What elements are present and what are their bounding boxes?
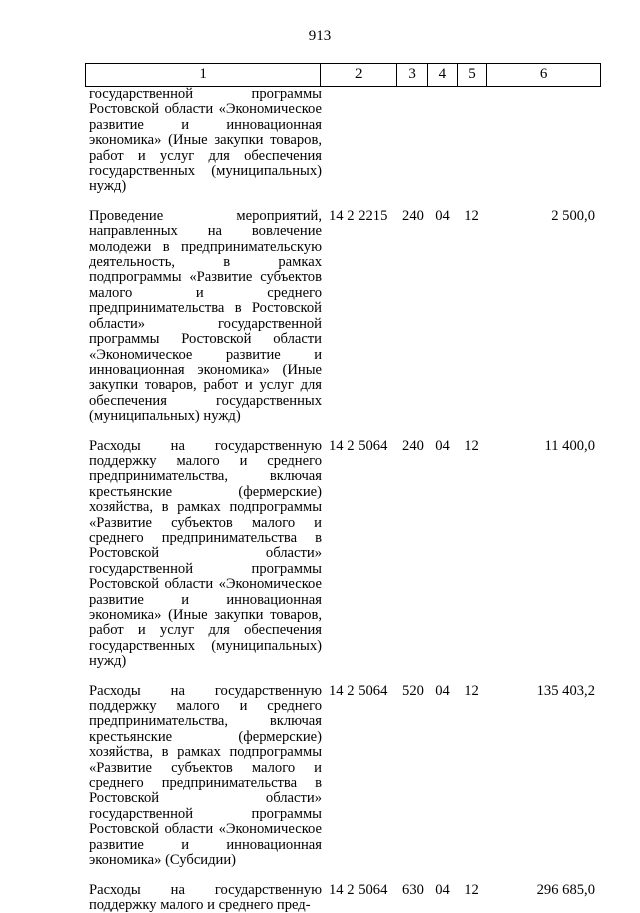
row-description: Расходы на государственную поддержку малого и среднего предпринимательства, включая крестьянские (фермерские) хозяйства, в рамках подпрограммы «Развитие субъектов малого и среднего предпринимательства в Ростовской области» государственной программы Ростовской области «Экономическое развитие и инновационная экономика» (Иные закупки товаров, работ и услуг для обеспечения государственных (муниципальных) нужд): [85, 439, 322, 670]
row-description: государственной программы Ростовской области «Экономическое развитие и инновационная экономика» (Иные закупки товаров, работ и услуг для обеспечения государственных (муниципальных) нужд): [85, 87, 322, 195]
row-vr: [398, 87, 428, 195]
row-vr: 240: [398, 439, 428, 670]
row-sum: 2 500,0: [486, 209, 600, 425]
header-col-4: 4: [427, 64, 457, 86]
header-col-2: 2: [320, 64, 396, 86]
header-col-6: 6: [486, 64, 601, 86]
row-pr: 12: [457, 883, 486, 913]
row-description: Расходы на государственную поддержку малого и среднего пред-: [85, 883, 322, 913]
row-vr: 240: [398, 209, 428, 425]
table-row: [85, 209, 601, 425]
row-rz: 04: [428, 883, 457, 913]
row-code: 14 2 2215: [322, 209, 398, 425]
budget-table: [85, 63, 601, 913]
row-code: 14 2 5064: [322, 684, 398, 869]
row-description: Расходы на государственную поддержку малого и среднего предпринимательства, включая крестьянские (фермерские) хозяйства, в рамках подпрограммы «Развитие субъектов малого и среднего предпринимательства в Ростовской области» государственной программы Ростовской области «Экономическое развитие и инновационная экономика» (Субсидии): [85, 684, 322, 869]
row-description: Проведение мероприятий, направленных на вовлечение молодежи в предпринимательскую деятельность, в рамках подпрограммы «Развитие субъектов малого и среднего предпринимательства в Ростовской области» государственной программы Ростовской области «Экономическое развитие и инновационная экономика» (Иные закупки товаров, работ и услуг для обеспечения государственных (муниципальных) нужд): [85, 209, 322, 425]
row-sum: 296 685,0: [486, 883, 600, 913]
row-code: 14 2 5064: [322, 439, 398, 670]
row-rz: 04: [428, 209, 457, 425]
row-code: [322, 87, 398, 195]
header-col-5: 5: [457, 64, 487, 86]
row-pr: 12: [457, 684, 486, 869]
row-rz: 04: [428, 684, 457, 869]
row-vr: 630: [398, 883, 428, 913]
row-sum: [486, 87, 600, 195]
table-row: [85, 684, 601, 869]
header-col-1: 1: [85, 64, 320, 86]
table-row: [85, 439, 601, 670]
table-row: [85, 883, 601, 913]
row-rz: 04: [428, 439, 457, 670]
row-pr: 12: [457, 209, 486, 425]
row-sum: 135 403,2: [486, 684, 600, 869]
row-sum: 11 400,0: [486, 439, 600, 670]
table-header: [85, 63, 601, 87]
header-col-3: 3: [396, 64, 427, 86]
row-rz: [428, 87, 457, 195]
row-pr: 12: [457, 439, 486, 670]
row-pr: [457, 87, 486, 195]
page-number: 913: [0, 28, 640, 45]
table-row: [85, 87, 601, 195]
row-code: 14 2 5064: [322, 883, 398, 913]
row-vr: 520: [398, 684, 428, 869]
